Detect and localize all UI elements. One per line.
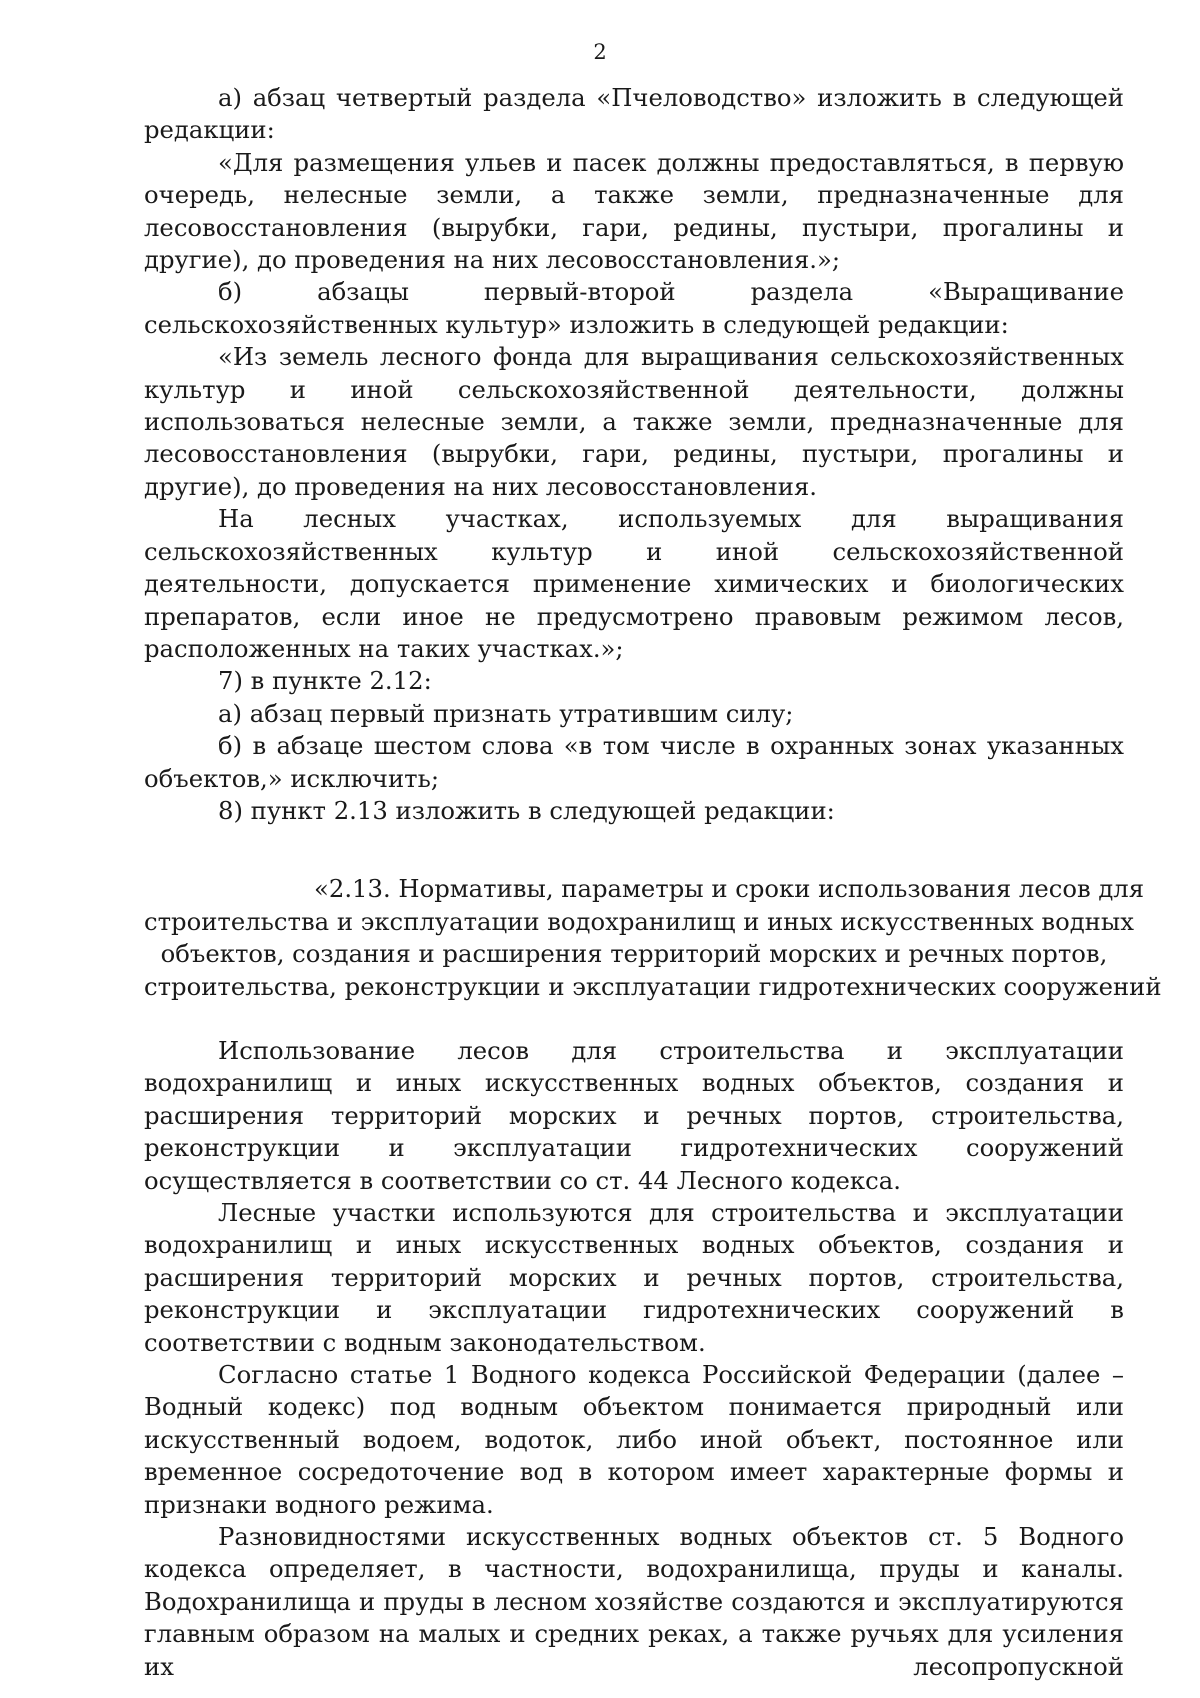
section-title-line: строительства и эксплуатации водохранилищ и иных искусственных водных bbox=[144, 906, 1134, 936]
paragraph-agriculture-text-1: «Из земель лесного фонда для выращивания сельскохозяйственных культур и иной сельскохозяйственной деятельности, должны использоваться нелесные земли, а также земли, предназначенные для лесовосстановления (вырубки, гари, редины, пустыри, прогалины и другие), до проведения на них лесовосстановления. bbox=[144, 342, 1124, 501]
paragraph-agriculture-amendment: б) абзацы первый-второй раздела «Выращивание сельскохозяйственных культур» изложить в следующей редакции: bbox=[144, 277, 1124, 339]
section-title-line: объектов, создания и расширения территорий морских и речных портов, bbox=[160, 939, 1108, 969]
paragraph-bee-keeping-text: «Для размещения ульев и пасек должны предоставляться, в первую очередь, нелесные земли, а также земли, предназначенные для лесовосстановления (вырубки, гари, редины, пустыри, прогалины и другие), до проведения на них лесовосстановления.»; bbox=[144, 147, 1124, 275]
paragraph-item-7a: а) абзац первый признать утратившим силу; bbox=[218, 698, 794, 728]
section-title-line: строительства, реконструкции и эксплуатации гидротехнических сооружений bbox=[144, 971, 1162, 1001]
page-number: 2 bbox=[593, 40, 607, 64]
paragraph-item-7b: б) в абзаце шестом слова «в том числе в охранных зонах указанных объектов,» исключить; bbox=[144, 731, 1124, 793]
section-title bbox=[144, 873, 1162, 1003]
paragraph-agriculture-text-2: На лесных участках, используемых для выращивания сельскохозяйственных культур и иной сельскохозяйственной деятельности, допускается применение химических и биологических препаратов, если иное не предусмотрено правовым режимом лесов, расположенных на таких участках.»; bbox=[144, 504, 1124, 663]
paragraph-water-code-article-5: Разновидностями искусственных водных объектов ст. 5 Водного кодекса определяет, в частности, водохранилища, пруды и каналы. Водохранилища и пруды в лесном хозяйстве создаются и эксплуатируются главным образом на малых и средних реках, а также ручьях для усиления их лесопропускной bbox=[144, 1522, 1124, 1681]
paragraph-water-code-article-1: Согласно статье 1 Водного кодекса Российской Федерации (далее – Водный кодекс) под водным объектом понимается природный или искусственный водоем, водоток, либо иной объект, постоянное или временное сосредоточение вод в котором имеет характерные формы и признаки водного режима. bbox=[144, 1360, 1124, 1519]
paragraph-item-7: 7) в пункте 2.12: bbox=[218, 666, 432, 696]
section-title-line: «2.13. Нормативы, параметры и сроки использования лесов для bbox=[314, 874, 1145, 904]
spacer bbox=[144, 1003, 1124, 1035]
paragraph-forest-plots: Лесные участки используются для строительства и эксплуатации водохранилищ и иных искусственных водных объектов, создания и расширения территорий морских и речных портов, строительства, реконструкции и эксплуатации гидротехнических сооружений в соответствии с водным законодательством. bbox=[144, 1198, 1124, 1357]
paragraph-item-8: 8) пункт 2.13 изложить в следующей редакции: bbox=[218, 795, 835, 825]
document-body bbox=[144, 82, 1162, 1683]
paragraph-forest-use: Использование лесов для строительства и эксплуатации водохранилищ и иных искусственных водных объектов, создания и расширения территорий морских и речных портов, строительства, реконструкции и эксплуатации гидротехнических сооружений осуществляется в соответствии со ст. 44 Лесного кодекса. bbox=[144, 1035, 1124, 1195]
paragraph-bee-keeping-amendment: а) абзац четвертый раздела «Пчеловодство» изложить в следующей редакции: bbox=[144, 83, 1124, 145]
